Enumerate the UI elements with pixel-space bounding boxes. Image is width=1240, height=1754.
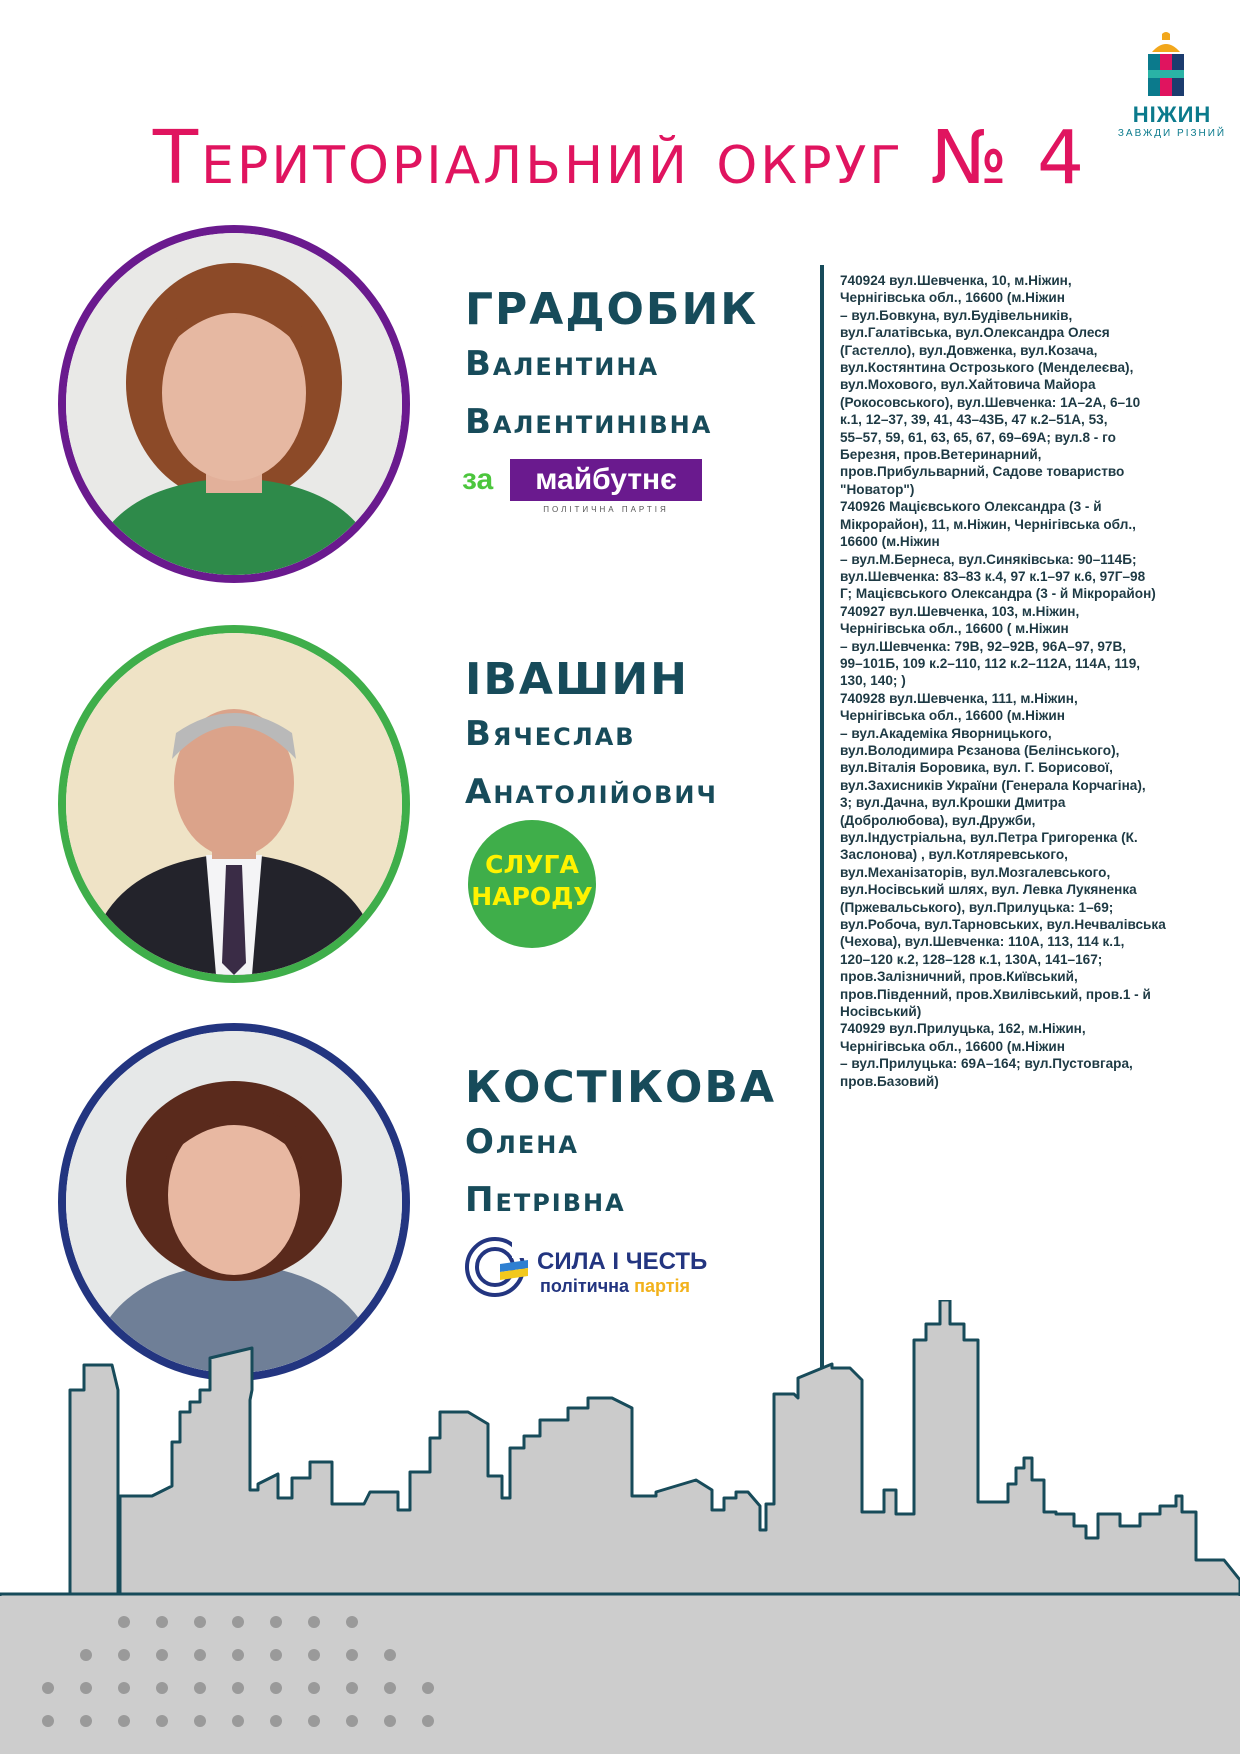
address-line: Березня, пров.Ветеринарний,: [840, 447, 1042, 463]
address-line: вул.Захисників України (Генерала Корчагіна),: [840, 777, 1146, 793]
candidate-1-name: [465, 285, 758, 451]
address-line: – вул.Академіка Яворницького,: [840, 725, 1052, 741]
address-line: (Чехова), вул.Шевченка: 110А, 113, 114 к.1,: [840, 934, 1125, 950]
party-subtitle-a: політична: [540, 1276, 630, 1296]
address-line: Чернігівська обл., 16600 (м.Ніжин: [840, 290, 1065, 306]
address-line: 740927 вул.Шевченка, 103, м.Ніжин,: [840, 603, 1080, 619]
address-line: вул.Костянтина Острозького (Менделеєва),: [840, 360, 1134, 376]
candidate-patronymic: Валентинівна: [465, 402, 713, 442]
address-line: вул.Робоча, вул.Тарновських, вул.Нечвалівська: [840, 917, 1166, 933]
party-prefix: за: [462, 463, 494, 496]
address-line: вул.Віталія Боровика, вул. Г. Борисової,: [840, 760, 1113, 776]
candidate-last-name: КОСТІКОВА: [465, 1062, 777, 1113]
party-subtitle-b: партія: [634, 1276, 691, 1296]
party-name: СИЛА І ЧЕСТЬ: [537, 1248, 708, 1275]
address-line: Заслонова) , вул.Котляревського,: [840, 847, 1068, 863]
address-line: к.1, 12–37, 39, 41, 43–43Б, 47 к.2–51А, 53,: [840, 412, 1108, 428]
address-line: Г; Мацієвського Олександра (3 - й Мікрорайон): [840, 586, 1156, 602]
party-subtitle: ПОЛІТИЧНА ПАРТІЯ: [543, 505, 669, 514]
candidate-2-name: [465, 655, 718, 821]
address-line: вул.Шевченка: 83–83 к.4, 97 к.1–97 к.6, 97Г–98: [840, 568, 1146, 584]
candidate-last-name: ГРАДОБИК: [465, 284, 759, 335]
address-line: 130, 140; ): [840, 673, 906, 689]
party-logo-za-maybutnie: [462, 455, 702, 515]
address-line: Мікрорайон), 11, м.Ніжин, Чернігівська обл.,: [840, 516, 1136, 532]
address-line: – вул.Шевченка: 79В, 92–92В, 96А–97, 97В,: [840, 638, 1127, 654]
address-line: 740924 вул.Шевченка, 10, м.Ніжин,: [840, 273, 1072, 288]
address-line: 99–101Б, 109 к.2–110, 112 к.2–112А, 114А, 119,: [840, 655, 1141, 671]
party-name-line-2: НАРОДУ: [471, 882, 593, 911]
address-line: вул.Володимира Рєзанова (Белінського),: [840, 742, 1120, 758]
party-name: майбутнє: [510, 459, 702, 501]
address-line: "Новатор"): [840, 481, 915, 497]
candidate-last-name: ІВАШИН: [465, 654, 689, 705]
address-line: Чернігівська обл., 16600 ( м.Ніжин: [840, 621, 1069, 637]
address-line: Носівський): [840, 1004, 922, 1020]
person-portrait-icon: [66, 233, 402, 575]
address-line: пров.Прибульварний, Садове товариство: [840, 464, 1125, 480]
party-name-line-1: СЛУГА: [485, 850, 579, 879]
person-portrait-icon: [66, 633, 402, 975]
polling-stations-list: [840, 272, 1170, 1090]
party-emblem-icon: [462, 1234, 528, 1300]
address-line: (Пржевальського), вул.Прилуцька: 1–69;: [840, 899, 1114, 915]
candidate-first-name: Валентина: [465, 344, 660, 384]
city-skyline-illustration: [0, 1300, 1240, 1754]
address-line: – вул.Бовкуна, вул.Будівельників,: [840, 307, 1073, 323]
address-line: (Гастелло), вул.Довженка, вул.Козача,: [840, 342, 1098, 358]
address-line: (Рокосовського), вул.Шевченка: 1А–2А, 6–10: [840, 394, 1141, 410]
candidate-first-name: Вячеслав: [465, 714, 636, 754]
address-line: Чернігівська обл., 16600 (м.Ніжин: [840, 708, 1065, 724]
address-line: 16600 (м.Ніжин: [840, 534, 940, 550]
logo-tagline: ЗАВЖДИ РІЗНИЙ: [1117, 128, 1227, 139]
party-logo-sluha-narodu: [468, 820, 596, 948]
page-title: Територіальний округ № 4: [152, 115, 1088, 201]
address-line: вул.Носівський шлях, вул. Левка Лукяненка: [840, 882, 1137, 898]
address-line: 3; вул.Дачна, вул.Крошки Дмитра: [840, 795, 1066, 811]
candidate-3-name: [465, 1063, 776, 1229]
candidate-first-name: Олена: [465, 1122, 579, 1162]
address-line: 740928 вул.Шевченка, 111, м.Ніжин,: [840, 690, 1078, 706]
address-line: вул.Механізаторів, вул.Мозгалевського,: [840, 864, 1111, 880]
candidate-patronymic: Анатолійович: [465, 772, 718, 812]
candidate-patronymic: Петрівна: [465, 1180, 626, 1220]
party-logo-syla-i-chest: [462, 1232, 722, 1302]
candidate-photo-2: [58, 625, 410, 983]
address-line: (Добролюбова), вул.Дружби,: [840, 812, 1036, 828]
candidate-photo-1: [58, 225, 410, 583]
address-line: вул.Мохового, вул.Хайтовича Майора: [840, 377, 1096, 393]
address-line: пров.Базовий): [840, 1073, 939, 1089]
address-line: вул.Індустріальна, вул.Петра Григоренка (К.: [840, 830, 1138, 845]
address-line: пров.Залізничний, пров.Київський,: [840, 969, 1078, 985]
address-line: пров.Південний, пров.Хвилівський, пров.1 - й: [840, 986, 1151, 1002]
address-line: – вул.Прилуцька: 69А–164; вул.Пустовгара,: [840, 1056, 1133, 1072]
address-line: 55–57, 59, 61, 63, 65, 67, 69–69А; вул.8 - го: [840, 429, 1116, 445]
address-line: 120–120 к.2, 128–128 к.1, 130А, 141–167;: [840, 951, 1103, 967]
address-line: – вул.М.Бернеса, вул.Синяківська: 90–114Б;: [840, 551, 1137, 567]
city-emblem-icon: [1142, 30, 1190, 100]
address-line: 740929 вул.Прилуцька, 162, м.Ніжин,: [840, 1021, 1086, 1037]
party-subtitle: [540, 1276, 690, 1297]
address-line: 740926 Мацієвського Олександра (3 - й: [840, 499, 1102, 515]
address-line: вул.Галатівська, вул.Олександра Олеся: [840, 325, 1110, 341]
logo-wordmark: НІЖИН: [1132, 102, 1212, 127]
address-line: Чернігівська обл., 16600 (м.Ніжин: [840, 1038, 1065, 1054]
